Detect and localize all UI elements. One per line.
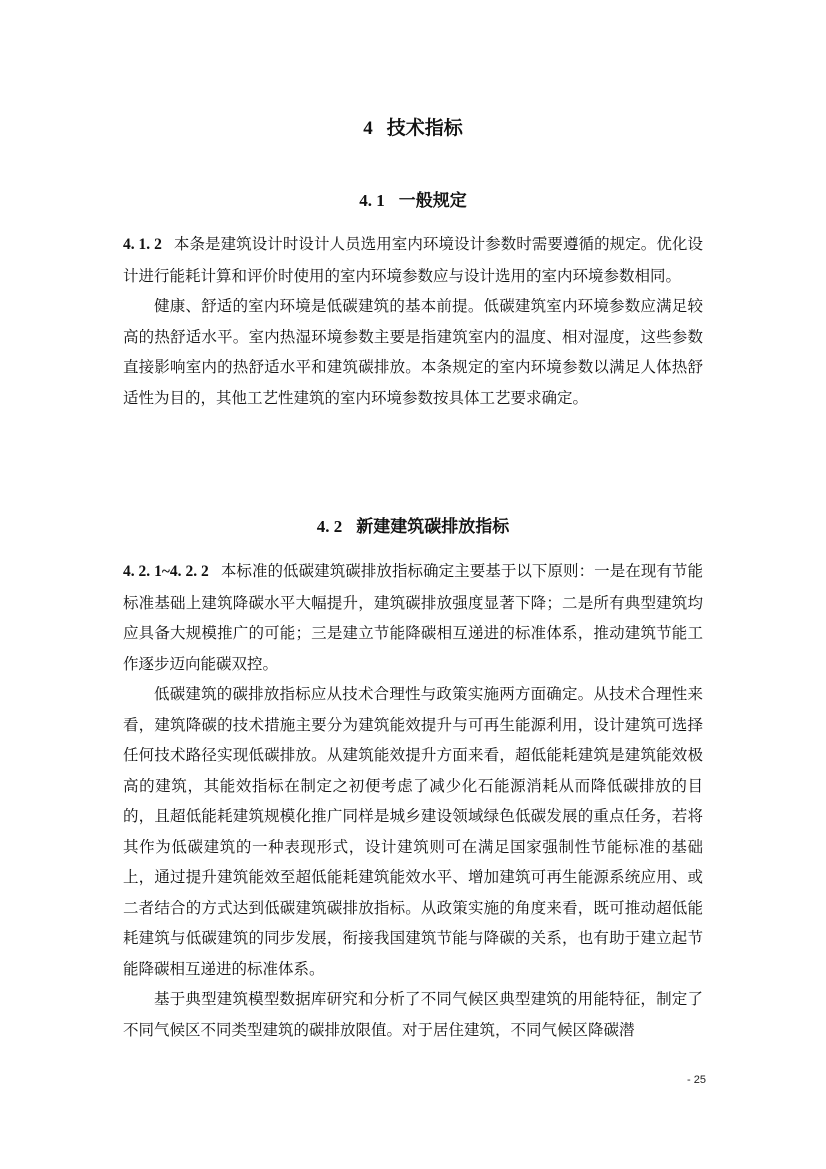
paragraph-text: 低碳建筑的碳排放指标应从技术合理性与政策实施两方面确定。从技术合理性来看，建筑降碳的技术措施主要分为建筑能效提升与可再生能源利用，设计建筑可选择任何技术路径实现低碳排放。从建筑能效提升方面来看，超低能耗建筑是建筑能效极高的建筑，其能效指标在制定之初便考虑了减少化石能源消耗从而降低碳排放的目的，且超低能耗建筑规模化推广同样是城乡建设领域绿色低碳发展的重点任务，若将其作为低碳建筑的一种表现形式，设计建筑则可在满足国家强制性节能标准的基础上，通过提升建筑能效至超低能耗建筑能效水平、增加建筑可再生能源系统应用、或二者结合的方式达到低碳建筑碳排放指标。从政策实施的角度来看，既可推动超低能耗建筑与低碳建筑的同步发展，衔接我国建筑节能与降碳的关系，也有助于建立起节能降碳相互递进的标准体系。 [123,685,703,978]
section-title-text: 一般规定 [398,191,467,211]
section-title-4-1 [0,186,826,211]
clause-paragraph [123,229,703,291]
paragraph [123,679,703,984]
paragraph-text: 本标准的低碳建筑碳排放指标确定主要基于以下原则：一是在现有节能标准基础上建筑降碳水平大幅提升，建筑碳排放强度显著下降；二是所有典型建筑均应具备大规模推广的可能；三是建立节能降碳相互递进的标准体系，推动建筑节能工作逐步迈向能碳双控。 [123,562,703,673]
section-number: 4. 2 [316,517,343,536]
paragraph [123,291,703,413]
section-number: 4. 1 [359,191,385,210]
paragraph-text: 健康、舒适的室内环境是低碳建筑的基本前提。低碳建筑室内环境参数应满足较高的热舒适水平。室内热湿环境参数主要是指建筑室内的温度、相对湿度，这些参数直接影响室内的热舒适水平和建筑碳排放。本条规定的室内环境参数以满足人体热舒适性为目的，其他工艺性建筑的室内环境参数按具体工艺要求确定。 [123,297,703,407]
clause-paragraph [123,556,703,679]
chapter-title [0,113,826,140]
clause-number: 4. 1. 2 [123,236,162,253]
chapter-title-text: 技术指标 [386,117,463,139]
section-4-1-body [123,229,703,413]
paragraph-text: 本条是建筑设计时设计人员选用室内环境设计参数时需要遵循的规定。优化设计进行能耗计算和评价时使用的室内环境参数应与设计选用的室内环境参数相同。 [123,235,703,285]
section-4-2-body [123,556,703,1045]
paragraph [123,984,703,1045]
section-title-4-2 [0,512,826,537]
paragraph-text: 基于典型建筑模型数据库研究和分析了不同气候区典型建筑的用能特征，制定了不同气候区不同类型建筑的碳排放限值。对于居住建筑，不同气候区降碳潜 [123,990,703,1039]
chapter-number: 4 [363,118,373,139]
page-number: - 25 [687,1074,706,1086]
section-title-text: 新建建筑碳排放指标 [356,517,510,537]
clause-number: 4. 2. 1~4. 2. 2 [123,563,209,580]
